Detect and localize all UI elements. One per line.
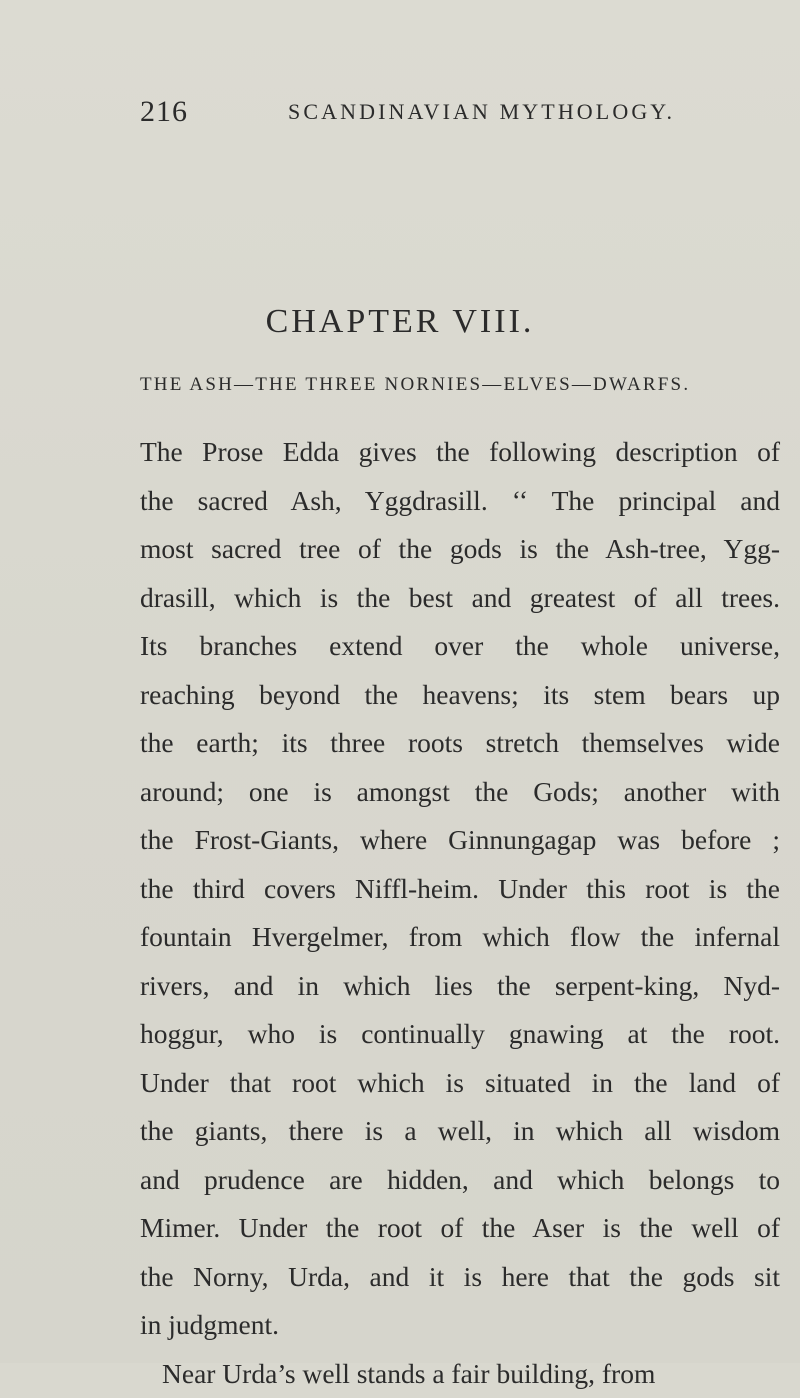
text-line: Under that root which is situated in the land of [140,1059,780,1108]
text-line: Near Urda’s well stands a fair building, from [140,1350,780,1398]
text-line: the giants, there is a well, in which all wisdom [140,1107,780,1156]
text-line: the Norny, Urda, and it is here that the gods sit [140,1253,780,1302]
chapter-subtitle: THE ASH—THE THREE NORNIES—ELVES—DWARFS. [140,370,780,400]
running-title: SCANDINAVIAN MYTHOLOGY. [288,92,675,132]
text-line: the sacred Ash, Yggdrasill. ‘‘ The principal and [140,477,780,526]
text-line: fountain Hvergelmer, from which flow the infernal [140,913,780,962]
text-line: most sacred tree of the gods is the Ash-tree, Ygg- [140,525,780,574]
running-head [140,92,780,132]
body-text [140,428,780,1398]
text-line: hoggur, who is continually gnawing at the root. [140,1010,780,1059]
page-number: 216 [140,92,188,132]
text-line: in judgment. [140,1301,780,1350]
text-line: the earth; its three roots stretch themselves wide [140,719,780,768]
text-line: reaching beyond the heavens; its stem bears up [140,671,780,720]
text-line: and prudence are hidden, and which belongs to [140,1156,780,1205]
text-line: around; one is amongst the Gods; another with [140,768,780,817]
text-line: Its branches extend over the whole universe, [140,622,780,671]
text-line: The Prose Edda gives the following description of [140,428,780,477]
chapter-title: CHAPTER VIII. [0,300,800,344]
text-line: Mimer. Under the root of the Aser is the well of [140,1204,780,1253]
text-line: the Frost-Giants, where Ginnungagap was before ; [140,816,780,865]
text-line: drasill, which is the best and greatest of all trees. [140,574,780,623]
text-line: rivers, and in which lies the serpent-king, Nyd- [140,962,780,1011]
text-line: the third covers Niffl-heim. Under this root is the [140,865,780,914]
